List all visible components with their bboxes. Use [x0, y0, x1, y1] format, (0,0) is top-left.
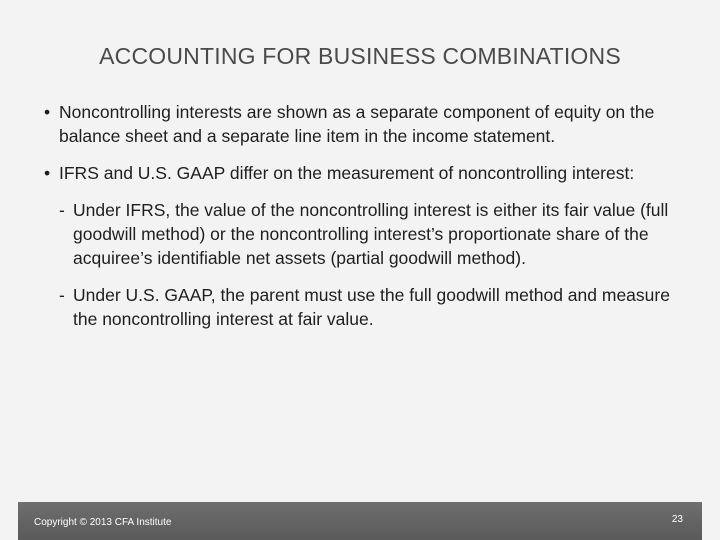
slide-title: ACCOUNTING FOR BUSINESS COMBINATIONS — [99, 43, 621, 69]
sub-bullet-item: - Under IFRS, the value of the noncontrolling interest is either its fair value (full goodwill method) or the noncontrolling interest’s proportionate share of the acquiree’s identifiable net assets (partial goodwill method). — [59, 198, 694, 270]
sub-bullet-item: - Under U.S. GAAP, the parent must use the full goodwill method and measure the noncontrolling interest at fair value. — [59, 283, 694, 331]
copyright-text: Copyright © 2013 CFA Institute — [34, 517, 172, 528]
bullet-item: • IFRS and U.S. GAAP differ on the measurement of noncontrolling interest: — [44, 161, 694, 185]
page-number: 23 — [671, 514, 683, 525]
slide-content — [44, 100, 694, 344]
footer-bar — [18, 502, 702, 540]
bullet-item: • Noncontrolling interests are shown as a separate component of equity on the balance sheet and a separate line item in the income statement. — [44, 100, 694, 148]
